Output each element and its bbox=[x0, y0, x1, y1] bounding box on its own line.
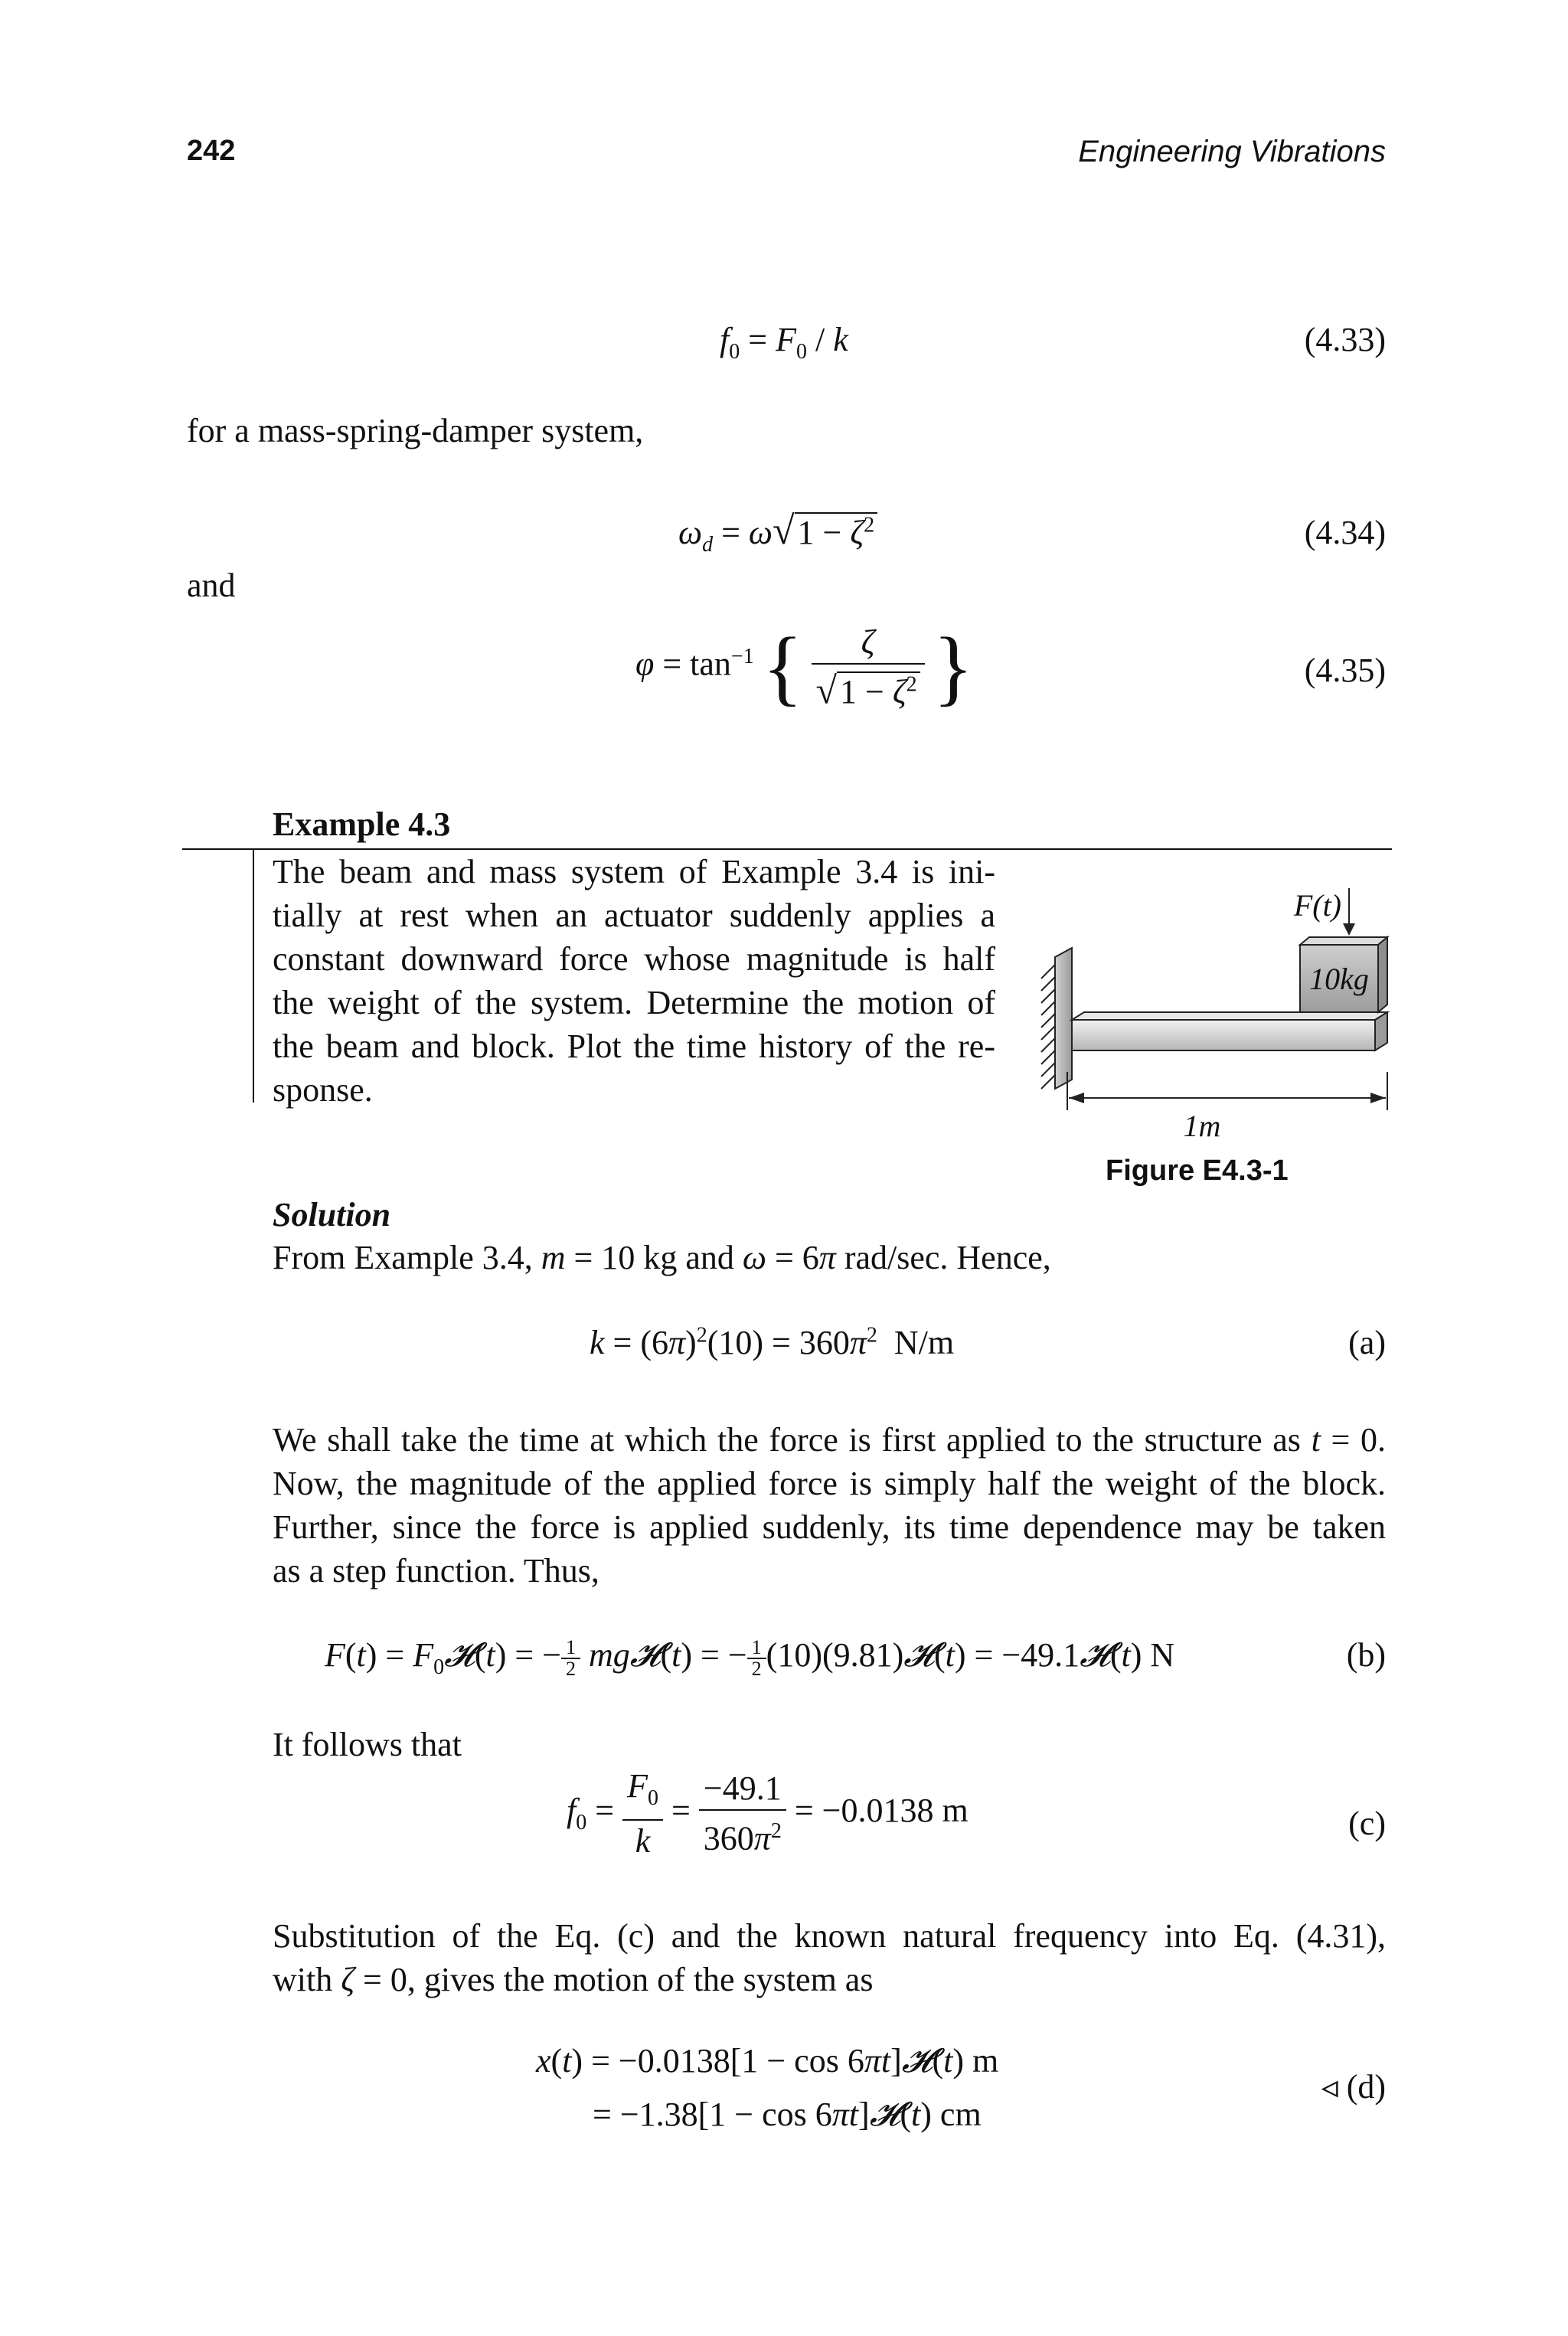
running-title: Engineering Vibrations bbox=[1078, 135, 1386, 168]
page-number: 242 bbox=[187, 135, 236, 167]
force-arrowhead bbox=[1343, 923, 1355, 936]
example-title: Example 4.3 bbox=[273, 805, 451, 843]
beam-front bbox=[1072, 1020, 1375, 1050]
wall-hatching bbox=[1041, 965, 1055, 1089]
beam-mass-figure bbox=[1018, 850, 1401, 1141]
length-label: 1m bbox=[1183, 1109, 1221, 1141]
equation-number-d: ◃ (d) bbox=[1321, 2068, 1386, 2106]
equation-c: $f_0$ = $\frac{F_0}{k}$ = $\frac{-49.1}{360\pi^2}$ = −0.0138 m bbox=[567, 1767, 969, 1860]
equation-b: $F(t) = F_0𝓗(t)$ = − $\frac{1}{2}$ mg𝓗(t) = − $\frac{1}{2}$ (10)(9.81)𝓗(t) = −49.1𝓗(t) N bbox=[325, 1635, 1175, 1680]
equation-number-4-33: (4.33) bbox=[1304, 321, 1386, 358]
paragraph-line: We shall take the time at which the force is first applied to the structure as t = 0. bbox=[273, 1421, 1386, 1459]
example-side-bar bbox=[253, 850, 254, 1103]
paragraph-line: Substitution of the Eq. (c) and the known natural frequency into Eq. (4.31), bbox=[273, 1917, 1386, 1955]
equation-number-a: (a) bbox=[1348, 1324, 1386, 1361]
and-word: and bbox=[187, 567, 236, 604]
equation-number-b: (b) bbox=[1346, 1636, 1386, 1674]
paragraph-line: as a step function. Thus, bbox=[273, 1552, 599, 1589]
equation-d-line-1: x(t) = −0.0138[1 − cos 6πt]𝓗(t) m bbox=[536, 2041, 999, 2080]
equation-4-34: $\omega_d = \omega√1 - \zeta^2$ bbox=[678, 508, 877, 557]
wall-support bbox=[1055, 948, 1072, 1089]
equation-4-35: $\varphi = \tan^{-1}$ { $\frac{\zeta}{√1 - \zeta^2}$ } bbox=[635, 620, 974, 714]
mass-label: 10kg bbox=[1309, 962, 1369, 996]
solution-line-1: From Example 3.4, m = 10 kg and ω = 6π rad/sec. Hence, bbox=[273, 1239, 1051, 1276]
example-line: the beam and block. Plot the time history of the re- bbox=[273, 1028, 995, 1065]
equation-number-c: (c) bbox=[1348, 1805, 1386, 1842]
example-line: The beam and mass system of Example 3.4 is ini- bbox=[273, 853, 995, 890]
paragraph-line: Now, the magnitude of the applied force is simply half the weight of the block. bbox=[273, 1465, 1386, 1502]
example-line: sponse. bbox=[273, 1071, 373, 1109]
paragraph-line: Further, since the force is applied suddenly, its time dependence may be taken bbox=[273, 1508, 1386, 1546]
equation-d-line-2: = −1.38[1 − cos 6πt]𝓗(t) cm bbox=[593, 2095, 982, 2134]
equation-number-4-34: (4.34) bbox=[1304, 514, 1386, 551]
beam bbox=[1072, 1012, 1387, 1020]
force-label: F(t) bbox=[1293, 888, 1341, 923]
follows-text: It follows that bbox=[273, 1726, 462, 1763]
equation-number-4-35: (4.35) bbox=[1304, 652, 1386, 689]
paragraph-line: with ζ = 0, gives the motion of the system as bbox=[273, 1961, 874, 1998]
example-line: constant downward force whose magnitude is half bbox=[273, 940, 995, 978]
example-line: tially at rest when an actuator suddenly applies a bbox=[273, 897, 995, 934]
solution-heading: Solution bbox=[273, 1196, 391, 1233]
figure-caption: Figure E4.3-1 bbox=[1106, 1155, 1289, 1187]
equation-a: $k = (6\pi)^2(10) = 360\pi^2$ N/m bbox=[590, 1323, 955, 1361]
mass-block-top bbox=[1300, 937, 1387, 945]
equation-4-33: $f_0 = F_0 / k$ bbox=[720, 321, 848, 364]
example-line: the weight of the system. Determine the motion of bbox=[273, 984, 995, 1021]
intro-line: for a mass-spring-damper system, bbox=[187, 412, 644, 449]
